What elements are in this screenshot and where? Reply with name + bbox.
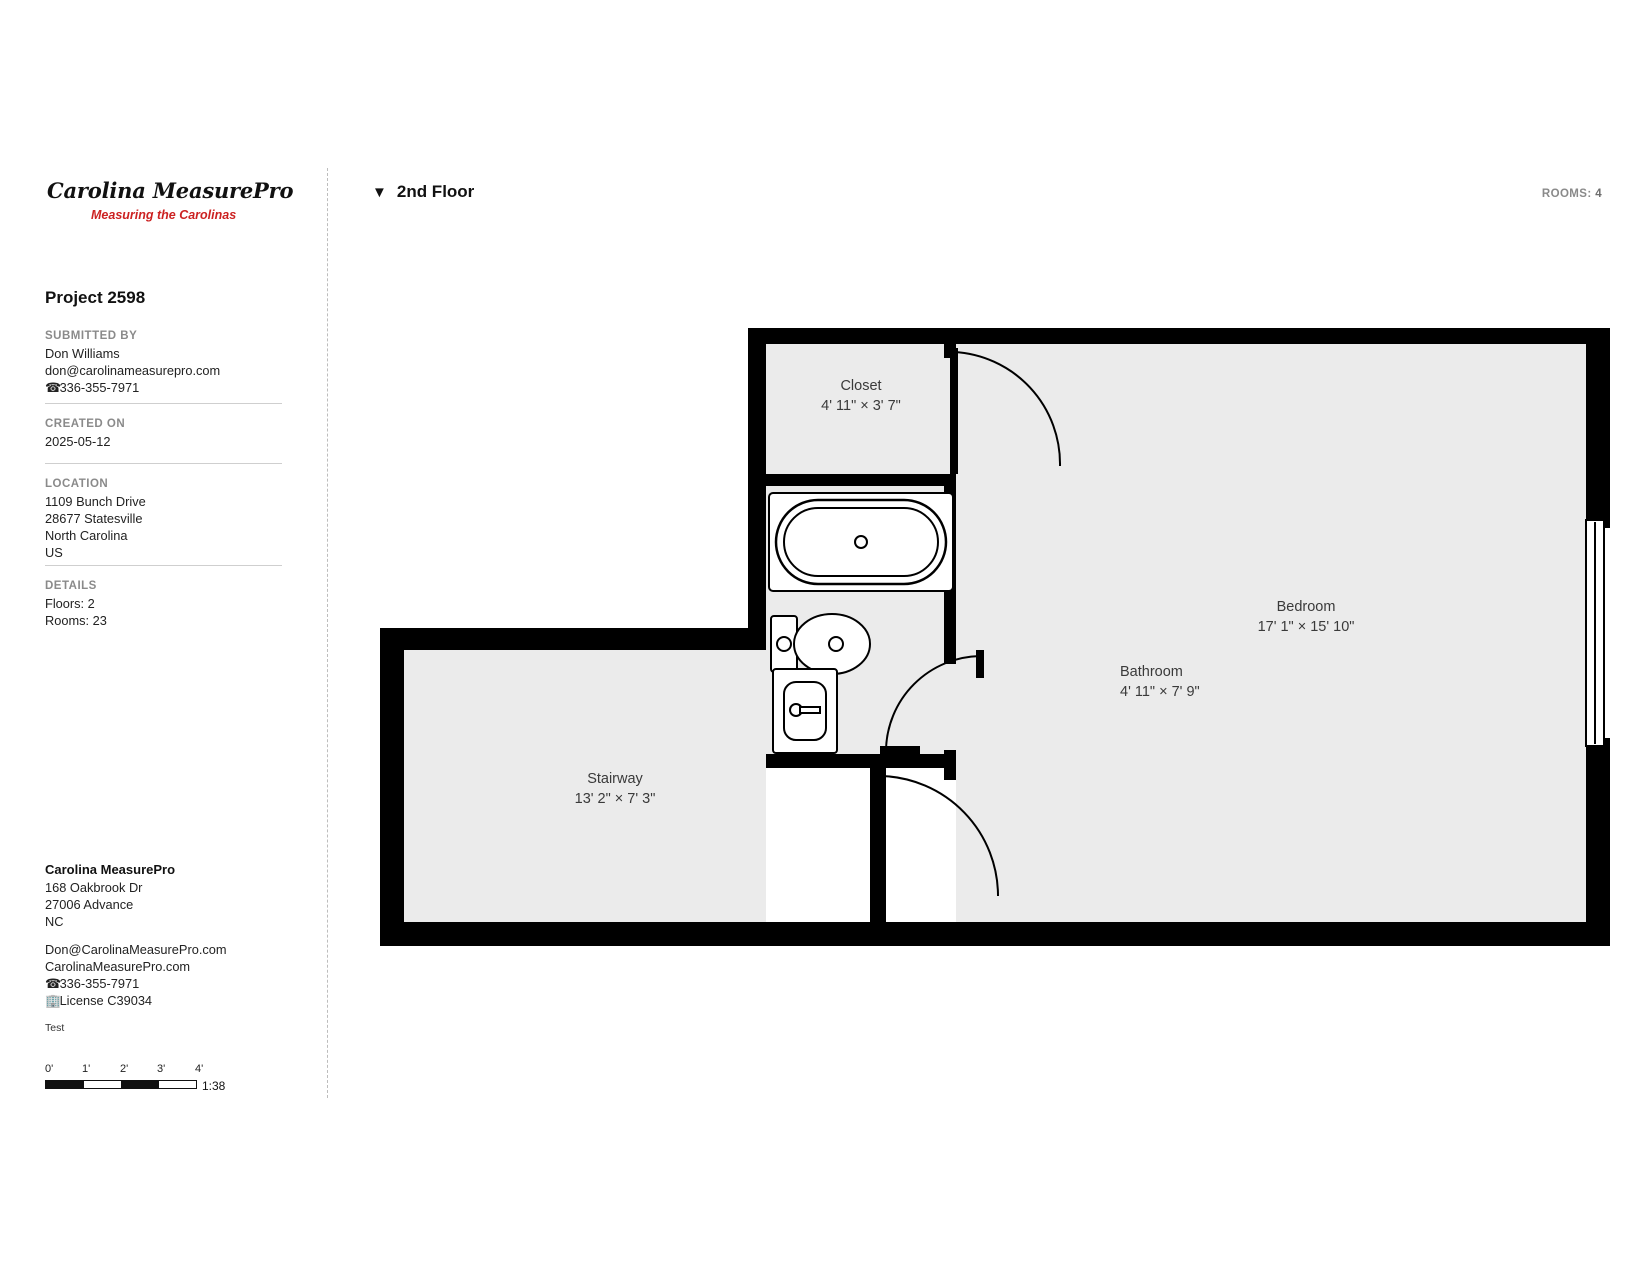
rooms-count — [1542, 188, 1602, 200]
details-floors: Floors: 2 — [45, 596, 95, 611]
window-right — [1580, 520, 1614, 746]
room-label-bedroom — [1176, 597, 1436, 637]
scale-bar — [45, 1063, 245, 1098]
wall-stairway-bottom — [380, 922, 890, 946]
footer-address-1: 168 Oakbrook Dr — [45, 880, 143, 895]
location-label: LOCATION — [45, 478, 109, 490]
closet-door — [950, 348, 1070, 478]
logo-tagline: Measuring the Carolinas — [91, 208, 237, 222]
closet-dimensions: 4' 11" × 3' 7" — [821, 398, 901, 414]
footer-address-3: NC — [45, 914, 64, 929]
bathroom-name: Bathroom — [1120, 664, 1183, 680]
sidebar — [0, 0, 330, 1275]
footer-company-name: Carolina MeasurePro — [45, 862, 176, 877]
scale-tick-3: 3' — [157, 1063, 166, 1075]
company-logo — [47, 178, 307, 222]
submitted-by-block — [45, 330, 282, 396]
floorplan-canvas[interactable] — [380, 320, 1610, 980]
stairway-door — [876, 770, 1006, 920]
location-line-3: North Carolina — [45, 528, 128, 543]
submitted-by-email: don@carolinameasurepro.com — [45, 363, 221, 378]
bedroom-name: Bedroom — [1276, 599, 1336, 615]
footer-address-2: 27006 Advance — [45, 897, 134, 912]
created-on-label: CREATED ON — [45, 418, 126, 430]
created-on-date: 2025-05-12 — [45, 434, 111, 449]
scale-bar-graphic — [45, 1080, 197, 1089]
location-line-2: 28677 Statesville — [45, 511, 143, 526]
bedroom-dimensions: 17' 1" × 15' 10" — [1257, 619, 1355, 635]
submitted-by-label: SUBMITTED BY — [45, 330, 138, 342]
room-label-bathroom — [1120, 662, 1320, 702]
wall-right-upper — [1586, 328, 1610, 528]
divider — [45, 565, 282, 566]
wall-bottom-right — [870, 922, 1610, 946]
footer-contact-block — [45, 862, 305, 1009]
submitted-by-name: Don Williams — [45, 346, 120, 361]
divider — [45, 463, 282, 464]
footer-phone-row — [45, 975, 305, 992]
license-icon: 🏢 — [45, 993, 61, 1008]
room-label-closet — [776, 376, 946, 416]
floor-header[interactable] — [372, 182, 474, 202]
details-label: DETAILS — [45, 580, 97, 592]
bathroom-door — [880, 650, 990, 770]
logo-company-name: Carolina MeasurePro — [47, 178, 294, 203]
wall-left-upper — [748, 328, 766, 650]
bathroom-dimensions: 4' 11" × 7' 9" — [1120, 684, 1200, 700]
sink-fixture — [772, 668, 838, 754]
bathtub-fixture — [768, 492, 954, 592]
wall-closet-bathroom — [766, 474, 956, 486]
submitted-by-phone: 336-355-7971 — [59, 380, 140, 395]
location-block — [45, 478, 282, 561]
location-line-4: US — [45, 545, 63, 560]
scale-tick-2: 2' — [120, 1063, 129, 1075]
sidebar-divider — [327, 168, 328, 1098]
footer-license-row — [45, 992, 305, 1009]
submitted-by-phone-row — [45, 379, 282, 396]
wall-top — [748, 328, 1610, 344]
scale-tick-4: 4' — [195, 1063, 204, 1075]
note-text: Test — [45, 1022, 65, 1034]
rooms-count-label: ROOMS: — [1541, 188, 1592, 200]
wall-stairway-left — [380, 628, 404, 946]
wall-right-lower — [1586, 738, 1610, 946]
scale-ratio: 1:38 — [202, 1079, 226, 1093]
phone-icon: ☎ — [45, 380, 61, 395]
details-rooms: Rooms: 23 — [45, 613, 107, 628]
floor-name-label: 2nd Floor — [396, 182, 475, 201]
footer-license: License C39034 — [59, 993, 153, 1008]
details-block — [45, 580, 282, 629]
stairway-dimensions: 13' 2" × 7' 3" — [574, 791, 656, 807]
scale-tick-1: 1' — [82, 1063, 91, 1075]
divider — [45, 403, 282, 404]
created-on-block — [45, 418, 282, 450]
room-label-stairway — [490, 769, 740, 809]
scale-tick-labels — [45, 1063, 245, 1077]
stairway-name: Stairway — [587, 771, 643, 787]
closet-name: Closet — [840, 378, 882, 394]
footer-email[interactable]: Don@CarolinaMeasurePro.com — [45, 942, 227, 957]
page-title: Project 2598 — [45, 288, 146, 307]
location-line-1: 1109 Bunch Drive — [45, 494, 146, 509]
wall-stairway-top — [380, 628, 766, 650]
triangle-down-icon[interactable]: ▼ — [372, 183, 387, 201]
footer-website[interactable]: CarolinaMeasurePro.com — [45, 959, 191, 974]
footer-phone: 336-355-7971 — [59, 976, 140, 991]
phone-icon: ☎ — [45, 976, 61, 991]
scale-tick-0: 0' — [45, 1063, 54, 1075]
rooms-count-value: 4 — [1595, 188, 1602, 200]
